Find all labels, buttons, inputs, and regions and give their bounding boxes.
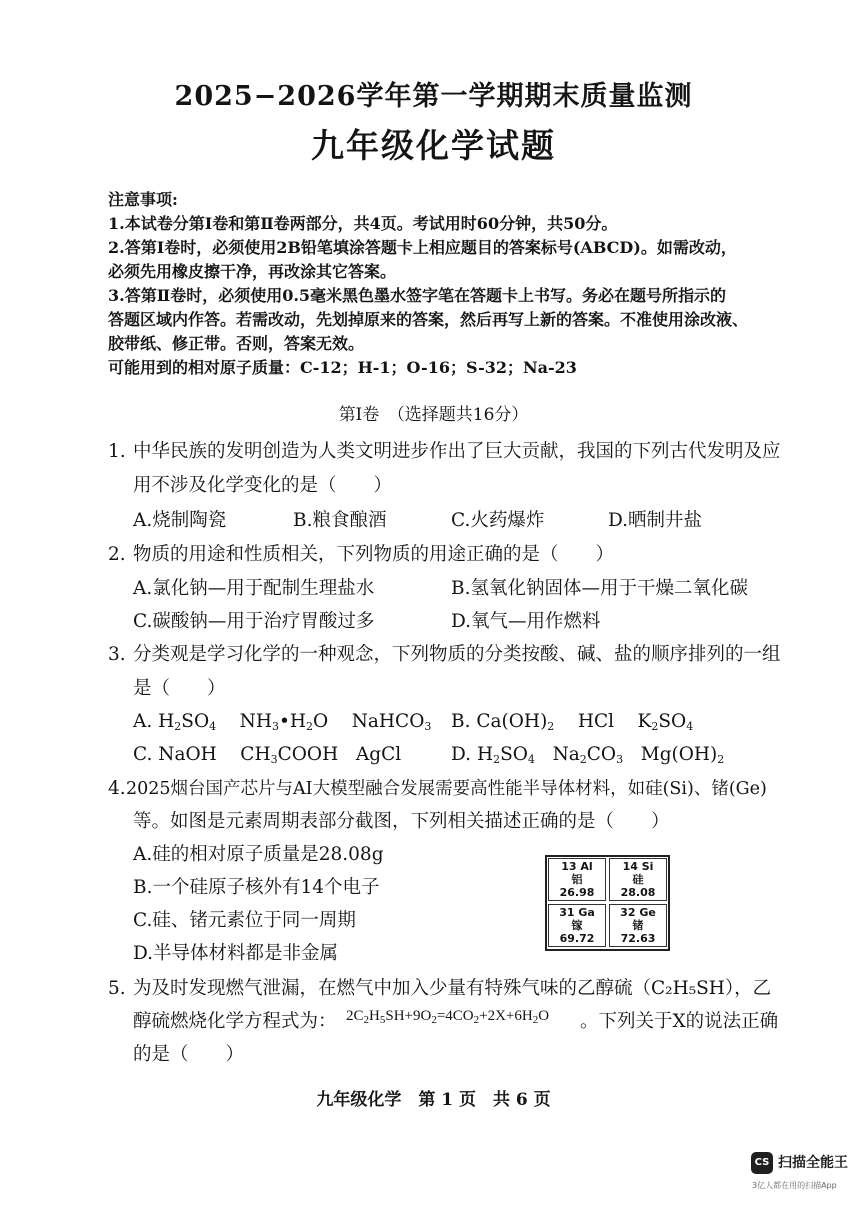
element-mass: 26.98 [559,886,595,899]
q1-option-a: A.烧制陶瓷 [133,510,227,531]
notes-line: 必须先用橡皮擦干净，再改涂其它答案。 [108,262,397,281]
q2-stem: 物质的用途和性质相关，下列物质的用途正确的是（ ） [133,544,615,565]
watermark-app-name: 扫描全能王 [778,1155,848,1171]
notes-heading: 注意事项: [108,190,178,209]
element-mass: 72.63 [620,932,656,945]
q4-option-d: D.半导体材料都是非金属 [133,943,339,964]
exam-notes [108,188,748,380]
element-cell-ge [609,904,667,947]
notes-line: 1.本试卷分第Ⅰ卷和第Ⅱ卷两部分，共4页。考试用时60分钟，共50分。 [108,214,618,233]
q3-option-b-label: B. [451,711,471,732]
element-number-symbol: 31 Ga [559,906,595,919]
q4-option-a: A.硅的相对原子质量是28.08g [133,844,384,865]
element-mass: 28.08 [620,886,656,899]
exam-title-line2: 九年级化学试题 [311,126,556,165]
page-footer: 九年级化学 第 1 页 共 6 页 [316,1090,551,1110]
element-number-symbol: 32 Ge [620,906,656,919]
q3-option-d: D. $H_2SO_4$ $Na_2CO_3$ $Mg(OH)_2$ [451,744,725,766]
q3-stem-line2: 是（ ） [133,678,226,699]
periodic-table-excerpt [545,855,670,951]
element-cell-si [609,858,667,901]
notes-line: 胶带纸、修正带。否则，答案无效。 [108,334,365,353]
q4-number: 4. [108,778,126,799]
q3-option-b: B. $Ca(OH)_2$ HCl $K_2SO_4$ [451,711,694,733]
q3-option-c-label: C. [133,744,153,765]
q3-option-a: A. $H_2SO_4$ $NH_3•H_2O$ NaHCO$_3$ [133,711,432,733]
q5-chemical-equation: $2C_2H_5SH+9O_2=4CO_2+2X+6H_2O$ [346,1008,550,1026]
q5-stem-line2-start: 醇硫燃烧化学方程式为： [133,1011,337,1032]
q2-number: 2. [108,544,126,565]
element-mass: 69.72 [559,932,595,945]
q1-option-d: D.晒制井盐 [608,510,703,531]
q1-number: 1. [108,441,126,462]
element-name: 铝 [571,873,583,886]
notes-line: 3.答第Ⅱ卷时，必须使用0.5毫米黑色墨水签字笔在答题卡上书写。务必在题号所指示的 [108,286,727,305]
q3-number: 3. [108,644,126,665]
section-title: 第Ⅰ卷 （选择题共16分） [338,405,529,425]
q2-option-d: D.氧气—用作燃料 [451,611,601,632]
q5-stem-line3: 的是（ ） [133,1044,245,1065]
element-number-symbol: 14 Si [622,860,654,873]
element-name: 镓 [571,919,583,932]
q4-option-b: B.一个硅原子核外有14个电子 [133,877,380,898]
q2-option-b: B.氢氧化钠固体—用于干燥二氧化碳 [451,578,748,599]
camscanner-logo-icon: CS [751,1152,773,1174]
q1-stem-line1: 中华民族的发明创造为人类文明进步作出了巨大贡献，我国的下列古代发明及应 [133,441,781,462]
q1-stem-line2: 用不涉及化学变化的是（ ） [133,475,393,496]
q3-stem-line1: 分类观是学习化学的一种观念，下列物质的分类按酸、碱、盐的顺序排列的一组 [133,644,781,665]
q3-option-d-label: D. [451,744,472,765]
notes-line: 答题区域内作答。若需改动，先划掉原来的答案，然后再写上新的答案。不准使用涂改液、 [108,310,749,329]
q4-option-c: C.硅、锗元素位于同一周期 [133,910,356,931]
q2-option-c: C.碳酸钠—用于治疗胃酸过多 [133,611,375,632]
q1-option-c: C.火药爆炸 [451,510,545,531]
q3-option-c: C. NaOH $CH_3COOH$ AgCl [133,744,402,766]
q5-number: 5. [108,978,126,999]
q1-option-b: B.粮食酿酒 [293,510,387,531]
q5-stem-line2-end: 。下列关于X的说法正确 [580,1011,779,1032]
watermark-tagline: 3亿人都在用的扫描App [752,1181,837,1190]
element-name: 硅 [632,873,644,886]
element-number-symbol: 13 Al [561,860,593,873]
element-cell-ga [548,904,606,947]
q3-option-a-label: A. [133,711,153,732]
atomic-mass-line: 可能用到的相对原子质量：C-12；H-1；O-16；S-32；Na-23 [108,358,577,377]
q2-option-a: A.氯化钠—用于配制生理盐水 [133,578,375,599]
element-cell-al [548,858,606,901]
q4-stem-line2: 等。如图是元素周期表部分截图，下列相关描述正确的是（ ） [133,811,670,832]
element-name: 锗 [632,919,644,932]
notes-line: 2.答第Ⅰ卷时，必须使用2B铅笔填涂答题卡上相应题目的答案标号(ABCD)。如需改动， [108,238,737,257]
q5-stem-line1: 为及时发现燃气泄漏，在燃气中加入少量有特殊气味的乙醇硫（C₂H₅SH），乙 [133,978,772,999]
exam-title-line1: 2025−2026学年第一学期期末质量监测 [174,81,693,112]
q4-stem-line1: 2025烟台国产芯片与AI大模型融合发展需要高性能半导体材料，如硅(Si)、锗(Ge) [126,779,767,799]
